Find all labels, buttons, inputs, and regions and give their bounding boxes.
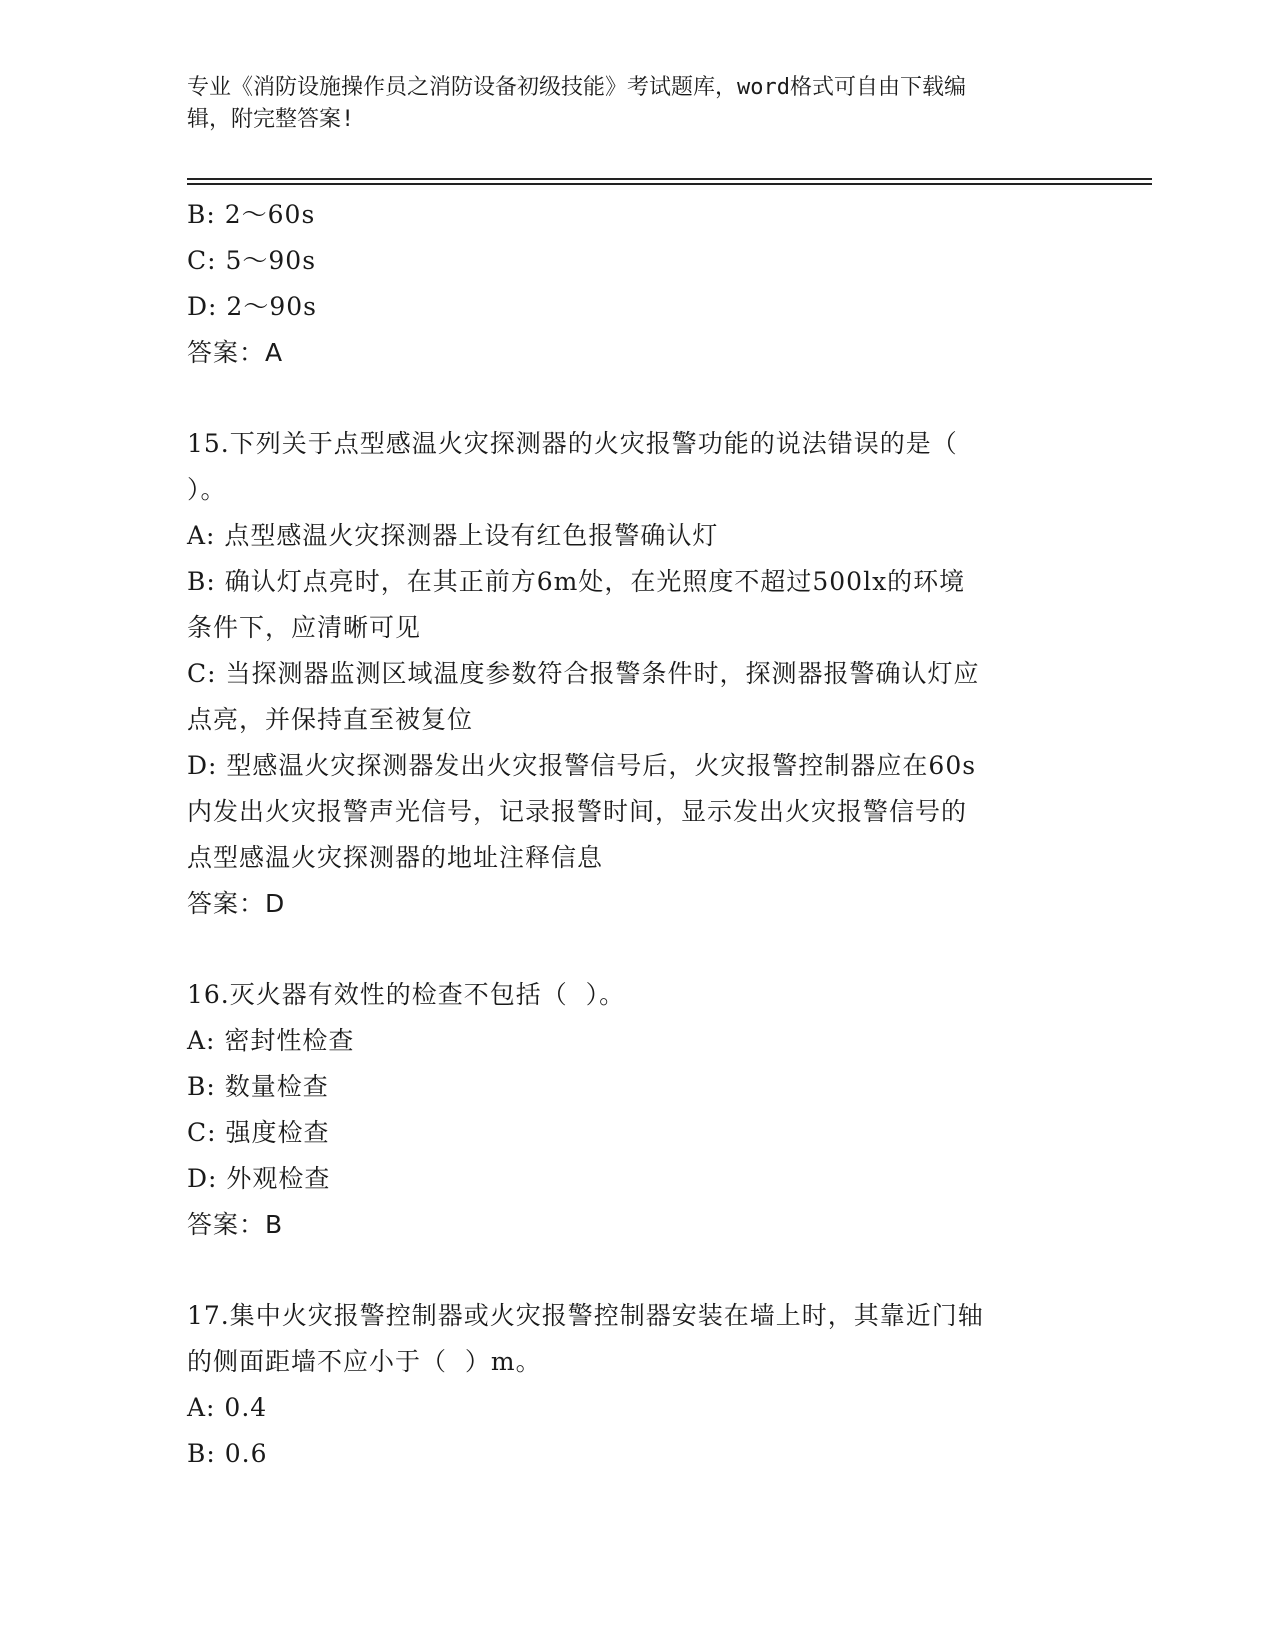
option-d: D: 外观检查 — [187, 1164, 331, 1193]
option-a: A: 0.4 — [187, 1393, 268, 1422]
question-14-tail — [187, 192, 1087, 376]
question-stem: 的侧面距墙不应小于（ ）m。 — [187, 1347, 542, 1376]
option-b: B: 2～60s — [187, 200, 316, 229]
question-stem: 16.灭火器有效性的检查不包括（ ）。 — [187, 980, 626, 1009]
question-16 — [187, 972, 1087, 1248]
option-c: C: 当探测器监测区域温度参数符合报警条件时，探测器报警确认灯应 — [187, 659, 980, 688]
option-c: C: 5～90s — [187, 246, 317, 275]
header-divider-top — [187, 178, 1152, 180]
option-b: B: 0.6 — [187, 1439, 268, 1468]
option-b: B: 数量检查 — [187, 1072, 329, 1101]
option-c: 点亮，并保持直至被复位 — [187, 705, 474, 734]
question-15 — [187, 421, 1087, 927]
answer-line: 答案：A — [187, 338, 284, 367]
question-17 — [187, 1293, 1087, 1477]
option-b: 条件下，应清晰可见 — [187, 613, 422, 642]
question-stem: 15.下列关于点型感温火灾探测器的火灾报警功能的说法错误的是（ — [187, 429, 958, 458]
header-line-1: 专业《消防设施操作员之消防设备初级技能》考试题库，word格式可自由下载编 — [187, 75, 966, 100]
option-d: 点型感温火灾探测器的地址注释信息 — [187, 843, 604, 872]
option-a: A: 点型感温火灾探测器上设有红色报警确认灯 — [187, 521, 719, 550]
document-header — [187, 72, 1067, 136]
question-stem: ）。 — [187, 475, 227, 504]
question-stem: 17.集中火灾报警控制器或火灾报警控制器安装在墙上时，其靠近门轴 — [187, 1301, 984, 1330]
option-b: B: 确认灯点亮时，在其正前方6m处，在光照度不超过500lx的环境 — [187, 567, 966, 596]
option-d: 内发出火灾报警声光信号，记录报警时间，显示发出火灾报警信号的 — [187, 797, 968, 826]
option-a: A: 密封性检查 — [187, 1026, 355, 1055]
option-d: D: 2～90s — [187, 292, 317, 321]
header-line-2: 辑，附完整答案! — [187, 107, 355, 132]
answer-line: 答案：D — [187, 889, 286, 918]
answer-line: 答案：B — [187, 1210, 284, 1239]
option-d: D: 型感温火灾探测器发出火灾报警信号后，火灾报警控制器应在60s — [187, 751, 977, 780]
option-c: C: 强度检查 — [187, 1118, 330, 1147]
document-body — [187, 192, 1087, 1477]
header-divider-bottom — [187, 183, 1152, 185]
